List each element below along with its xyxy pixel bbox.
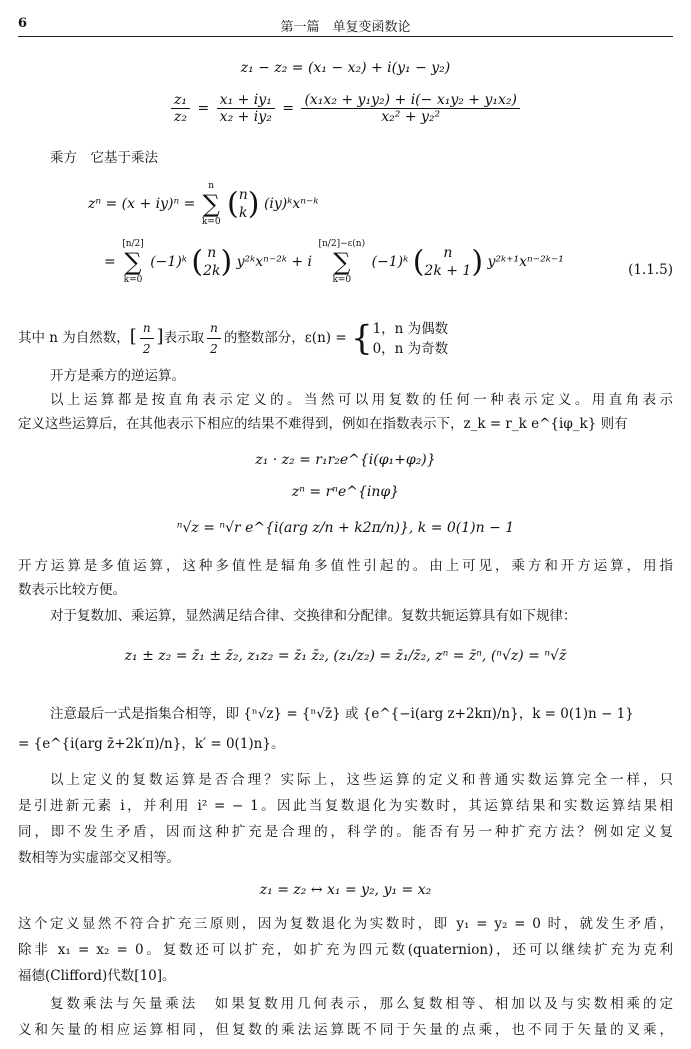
paragraph-line: 对于复数加、乘运算，显然满足结合律、交换律和分配律。复数共轭运算具有如下规律：	[50, 608, 577, 624]
page-number: 6	[18, 16, 28, 31]
paragraph-line: 以上定义的复数运算是否合理？实际上，这些运算的定义和普通实数运算完全一样，只	[50, 772, 673, 788]
paragraph-line: 同，即不发生矛盾，因而这种扩充是合理的，科学的。能否有另一种扩充方法？例如定义复	[18, 824, 673, 840]
equation-power-exp: zⁿ = rⁿe^{inφ}	[291, 484, 400, 500]
running-header	[18, 14, 673, 37]
paragraph-line: 这个定义显然不符合扩充三原则，因为复数退化为实数时，即 y₁ = y₂ = 0 时，就发生矛盾，	[18, 916, 673, 932]
paragraph-line: 数表示比较方便。	[18, 582, 126, 598]
equation-division: $\frac{\text{z₁}}{\text{z₂}}$ = $\frac{\text{x₁ + iy₁}}{\text{x₂ + iy₂}}$ = $\frac{\text{(x₁x₂ + y₁y₂) + i(− x₁y₂ + y₁x₂)}}{\text{x₂² + y₂²}}$	[0, 92, 691, 125]
equation-root-exp: ⁿ√z = ⁿ√r e^{i(arg z/n + k2π/n)}, k = 0(1)n − 1	[176, 520, 515, 536]
equation-power-line2: = [n/2] ∑ k=0 (−1)ᵏ ( n 2k) y²ᵏxⁿ⁻²ᵏ + i [n/2]−ε(n) ∑ k=0 (−1)ᵏ ( n 2k + 1) y²ᵏ⁺¹xⁿ⁻²ᵏ⁻¹	[104, 239, 564, 285]
sum-sign: [n/2]−ε(n) ∑ k=0	[318, 239, 366, 285]
paragraph-line: 除非 x₁ = x₂ = 0。复数还可以扩充，如扩充为四元数(quaternion)，还可以继续扩充为克利	[18, 942, 673, 958]
paragraph-line: 福德(Clifford)代数[10]。	[18, 968, 176, 984]
natural-number-line: 其中 n 为自然数，[ $\frac{n}{2}$ ]表示取 $\frac{n}{2}$ 的整数部分，ε(n) = {1，n 为偶数 0，n 为奇数	[18, 318, 449, 359]
binomial-coefficient: ( n 2k + 1)	[412, 244, 484, 280]
equation-number: (1.1.5)	[628, 262, 673, 278]
fraction-lhs: $\frac{\text{z₁}}{\text{z₂}}$	[171, 92, 190, 125]
paragraph-line: 是引进新元素 i，并利用 i² = − 1。因此当复数退化为实数时，其运算结果和实数运算结果相	[18, 798, 673, 814]
cases-block: 1，n 为偶数 0，n 为奇数	[372, 320, 449, 357]
paragraph-line: 定义这些运算后，在其他表示下相应的结果不难得到，例如在指数表示下，z_k = r_k e^{iφ_k} 则有	[18, 416, 628, 432]
equation-multiply-exp: z₁ · z₂ = r₁r₂e^{i(φ₁+φ₂)}	[255, 452, 436, 468]
paragraph-line: 复数乘法与矢量乘法 如果复数用几何表示，那么复数相等、相加以及与实数相乘的定	[50, 996, 673, 1012]
equation-conjugate-rules: z₁ ± z₂ = z̄₁ ± z̄₂, z₁z₂ = z̄₁ z̄₂, (z₁/z₂) = z̄₁/z̄₂, zⁿ = z̄ⁿ, (ⁿ√z) = ⁿ√z̄	[124, 648, 567, 664]
paragraph-line: 以上运算都是按直角表示定义的。当然可以用复数的任何一种表示定义。用直角表示	[50, 392, 673, 408]
paragraph-line: 义和矢量的相应运算相同，但复数的乘法运算既不同于矢量的点乘，也不同于矢量的叉乘，	[18, 1022, 673, 1038]
sum-sign: n ∑ k=0	[201, 181, 221, 227]
fraction-rhs: $\frac{\text{(x₁x₂ + y₁y₂) + i(− x₁y₂ + y₁x₂)}}{\text{x₂² + y₂²}}$	[301, 92, 520, 125]
fraction-mid: $\frac{\text{x₁ + iy₁}}{\text{x₂ + iy₂}}$	[217, 92, 275, 125]
paragraph-line: 开方是乘方的逆运算。	[50, 368, 185, 384]
equation-power-line1: zⁿ = (x + iy)ⁿ = n ∑ k=0 (n k) (iy)ᵏxⁿ⁻ᵏ	[88, 181, 319, 227]
sum-sign: [n/2] ∑ k=0	[122, 239, 144, 285]
paragraph-line: 数相等为实虚部交叉相等。	[18, 850, 180, 866]
paragraph-line: = {e^{i(arg z̄+2k′π)/n}，k′ = 0(1)n}。	[18, 736, 285, 752]
running-title: 第一篇 单复变函数论	[280, 20, 411, 35]
paragraph-line: 开方运算是多值运算，这种多值性是辐角多值性引起的。由上可见，乘方和开方运算，用指	[18, 558, 673, 574]
binomial-coefficient: ( n 2k)	[191, 244, 233, 280]
binomial-coefficient: (n k)	[227, 186, 260, 222]
power-label: 乘方 它基于乘法	[50, 150, 158, 166]
equation-subtraction: z₁ − z₂ = (x₁ − x₂) + i(y₁ − y₂)	[240, 60, 451, 76]
equation-cross-equality: z₁ = z₂ ↔ x₁ = y₂, y₁ = x₂	[259, 882, 432, 898]
paragraph-line: 注意最后一式是指集合相等，即 {ⁿ√z} = {ⁿ√z̄} 或 {e^{−i(arg z+2kπ)/n}，k = 0(1)n − 1}	[50, 706, 634, 722]
